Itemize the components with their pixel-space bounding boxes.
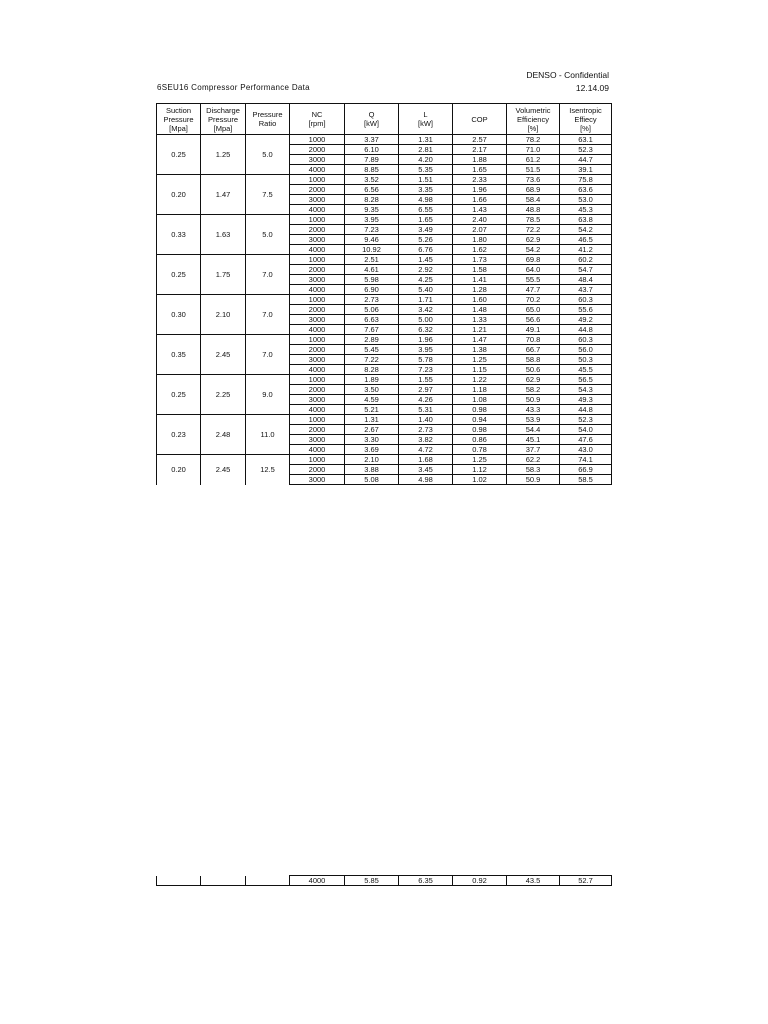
data-cell: 1.15	[453, 365, 507, 375]
data-cell: 1.96	[453, 185, 507, 195]
data-cell: 3.69	[345, 445, 399, 455]
column-header-line: Q	[368, 110, 375, 119]
document-title: 6SEU16 Compressor Performance Data	[157, 83, 310, 92]
data-cell: 64.0	[507, 265, 560, 275]
column-header-line: Volumetric	[515, 105, 551, 115]
data-cell: 3.45	[399, 465, 453, 475]
data-cell: 63.8	[560, 215, 612, 225]
data-cell: 1.96	[399, 335, 453, 345]
data-cell: 1.58	[453, 265, 507, 275]
data-cell: 52.3	[560, 415, 612, 425]
ratio-cell: 7.0	[246, 335, 290, 375]
data-cell: 3000	[290, 475, 345, 485]
data-cell: 60.2	[560, 255, 612, 265]
suction-cell: 0.35	[157, 335, 201, 375]
data-cell: 7.23	[399, 365, 453, 375]
data-cell: 2.97	[399, 385, 453, 395]
data-cell: 70.2	[507, 295, 560, 305]
data-cell: 78.5	[507, 215, 560, 225]
data-cell: 3.49	[399, 225, 453, 235]
data-cell: 44.8	[560, 405, 612, 415]
data-cell: 2.10	[345, 455, 399, 465]
table-row	[157, 135, 612, 145]
data-cell: 0.94	[453, 415, 507, 425]
data-cell: 2.07	[453, 225, 507, 235]
ratio-cell: 11.0	[246, 415, 290, 455]
data-cell: 58.8	[507, 355, 560, 365]
data-cell: 66.7	[507, 345, 560, 355]
column-header-line: Isentropic	[569, 105, 602, 115]
data-cell: 2000	[290, 385, 345, 395]
data-cell: 1.88	[453, 155, 507, 165]
data-cell: 56.0	[560, 345, 612, 355]
discharge-cell: 1.75	[201, 255, 246, 295]
performance-table	[156, 103, 612, 485]
data-cell: 65.0	[507, 305, 560, 315]
data-cell: 5.21	[345, 405, 399, 415]
data-cell: 1.08	[453, 395, 507, 405]
data-cell: 6.63	[345, 315, 399, 325]
data-cell: 1.33	[453, 315, 507, 325]
data-cell: 2.67	[345, 425, 399, 435]
table-row	[157, 215, 612, 225]
data-cell: 5.45	[345, 345, 399, 355]
empty-group-cell	[201, 876, 246, 886]
data-cell: 1.02	[453, 475, 507, 485]
data-cell: 2000	[290, 345, 345, 355]
data-cell: 1.68	[399, 455, 453, 465]
data-cell: 56.6	[507, 315, 560, 325]
data-cell: 3000	[290, 235, 345, 245]
data-cell: 6.90	[345, 285, 399, 295]
data-cell: 2.33	[453, 175, 507, 185]
discharge-cell: 2.48	[201, 415, 246, 455]
column-header-line: Effiecy	[574, 114, 597, 124]
data-cell: 3000	[290, 395, 345, 405]
data-cell: 3.42	[399, 305, 453, 315]
data-cell: 1.73	[453, 255, 507, 265]
column-header-line: Efficiency	[517, 114, 549, 124]
data-cell: 4000	[290, 245, 345, 255]
data-cell: 6.32	[399, 325, 453, 335]
data-cell: 45.1	[507, 435, 560, 445]
table-header-row	[157, 104, 612, 135]
table-row	[157, 175, 612, 185]
column-header	[290, 104, 345, 135]
data-cell: 54.4	[507, 425, 560, 435]
data-cell: 37.7	[507, 445, 560, 455]
data-cell: 53.0	[560, 195, 612, 205]
data-cell: 1.48	[453, 305, 507, 315]
data-cell: 1.22	[453, 375, 507, 385]
suction-cell: 0.25	[157, 375, 201, 415]
ratio-cell: 7.0	[246, 255, 290, 295]
discharge-cell: 1.63	[201, 215, 246, 255]
data-cell: 43.0	[560, 445, 612, 455]
data-cell: 1000	[290, 455, 345, 465]
data-cell: 1.45	[399, 255, 453, 265]
data-cell: 58.3	[507, 465, 560, 475]
data-cell: 45.5	[560, 365, 612, 375]
data-cell: 2000	[290, 305, 345, 315]
data-cell: 48.4	[560, 275, 612, 285]
data-cell: 4.72	[399, 445, 453, 455]
data-cell: 0.92	[453, 876, 507, 886]
data-cell: 63.6	[560, 185, 612, 195]
data-cell: 1.25	[453, 355, 507, 365]
data-cell: 8.28	[345, 365, 399, 375]
data-cell: 6.55	[399, 205, 453, 215]
data-cell: 1000	[290, 215, 345, 225]
data-cell: 72.2	[507, 225, 560, 235]
data-cell: 55.6	[560, 305, 612, 315]
data-cell: 3000	[290, 195, 345, 205]
data-cell: 4000	[290, 365, 345, 375]
column-header-line: Pressure	[163, 114, 194, 124]
data-cell: 66.9	[560, 465, 612, 475]
data-cell: 10.92	[345, 245, 399, 255]
data-cell: 4000	[290, 405, 345, 415]
data-cell: 3.82	[399, 435, 453, 445]
data-cell: 5.26	[399, 235, 453, 245]
data-cell: 54.2	[507, 245, 560, 255]
data-cell: 1.43	[453, 205, 507, 215]
table-row	[157, 295, 612, 305]
data-cell: 56.5	[560, 375, 612, 385]
data-cell: 7.89	[345, 155, 399, 165]
performance-table-continued	[156, 875, 612, 886]
data-cell: 4.25	[399, 275, 453, 285]
data-cell: 44.7	[560, 155, 612, 165]
data-cell: 3000	[290, 315, 345, 325]
data-cell: 1000	[290, 175, 345, 185]
table-row	[157, 415, 612, 425]
data-cell: 2000	[290, 145, 345, 155]
column-header	[399, 104, 453, 135]
data-cell: 1.31	[399, 135, 453, 145]
data-cell: 54.2	[560, 225, 612, 235]
data-cell: 3000	[290, 155, 345, 165]
data-cell: 1.47	[453, 335, 507, 345]
data-cell: 1000	[290, 135, 345, 145]
data-cell: 6.10	[345, 145, 399, 155]
data-cell: 48.8	[507, 205, 560, 215]
data-cell: 54.7	[560, 265, 612, 275]
data-cell: 47.7	[507, 285, 560, 295]
ratio-cell: 9.0	[246, 375, 290, 415]
column-header-line: [%]	[527, 123, 539, 133]
data-cell: 1.41	[453, 275, 507, 285]
data-cell: 2000	[290, 465, 345, 475]
data-cell: 4000	[290, 325, 345, 335]
discharge-cell: 2.45	[201, 335, 246, 375]
data-cell: 53.9	[507, 415, 560, 425]
data-cell: 1000	[290, 335, 345, 345]
ratio-cell: 12.5	[246, 455, 290, 485]
data-cell: 6.56	[345, 185, 399, 195]
ratio-cell: 7.0	[246, 295, 290, 335]
column-header-line: Ratio	[258, 119, 277, 128]
data-cell: 3000	[290, 275, 345, 285]
data-cell: 4000	[290, 165, 345, 175]
data-cell: 5.06	[345, 305, 399, 315]
data-cell: 47.6	[560, 435, 612, 445]
column-header-line: [Mpa]	[169, 123, 188, 133]
data-cell: 9.46	[345, 235, 399, 245]
data-cell: 1.65	[399, 215, 453, 225]
data-cell: 78.2	[507, 135, 560, 145]
data-cell: 5.98	[345, 275, 399, 285]
confidential-label: DENSO - Confidential	[526, 70, 609, 80]
data-cell: 5.00	[399, 315, 453, 325]
column-header	[157, 104, 201, 135]
data-cell: 1.51	[399, 175, 453, 185]
data-cell: 58.2	[507, 385, 560, 395]
discharge-cell: 2.10	[201, 295, 246, 335]
data-cell: 4000	[290, 445, 345, 455]
data-cell: 3.95	[345, 215, 399, 225]
data-cell: 74.1	[560, 455, 612, 465]
data-cell: 49.2	[560, 315, 612, 325]
data-cell: 3.88	[345, 465, 399, 475]
data-cell: 2.40	[453, 215, 507, 225]
data-cell: 43.5	[507, 876, 560, 886]
data-cell: 6.35	[399, 876, 453, 886]
data-cell: 1.71	[399, 295, 453, 305]
data-cell: 5.40	[399, 285, 453, 295]
data-cell: 2000	[290, 225, 345, 235]
data-cell: 1.55	[399, 375, 453, 385]
column-header-line: Pressure	[252, 110, 283, 119]
data-cell: 71.0	[507, 145, 560, 155]
table-row	[157, 335, 612, 345]
data-cell: 1000	[290, 255, 345, 265]
column-header-line: L	[423, 110, 428, 119]
data-cell: 49.3	[560, 395, 612, 405]
data-cell: 0.78	[453, 445, 507, 455]
data-cell: 1.65	[453, 165, 507, 175]
data-cell: 4000	[290, 205, 345, 215]
data-cell: 1.89	[345, 375, 399, 385]
data-cell: 58.4	[507, 195, 560, 205]
data-cell: 51.5	[507, 165, 560, 175]
data-cell: 4.98	[399, 475, 453, 485]
data-cell: 43.7	[560, 285, 612, 295]
data-cell: 2.73	[345, 295, 399, 305]
data-cell: 75.8	[560, 175, 612, 185]
data-cell: 1.62	[453, 245, 507, 255]
table-row	[157, 255, 612, 265]
ratio-cell: 7.5	[246, 175, 290, 215]
empty-group-cell	[157, 876, 201, 886]
data-cell: 54.0	[560, 425, 612, 435]
data-cell: 3000	[290, 355, 345, 365]
empty-group-cell	[246, 876, 290, 886]
data-cell: 4.26	[399, 395, 453, 405]
data-cell: 1000	[290, 415, 345, 425]
column-header-line: [rpm]	[308, 119, 326, 128]
suction-cell: 0.23	[157, 415, 201, 455]
column-header	[246, 104, 290, 135]
data-cell: 1.66	[453, 195, 507, 205]
data-cell: 3.52	[345, 175, 399, 185]
data-cell: 2.51	[345, 255, 399, 265]
data-cell: 5.08	[345, 475, 399, 485]
data-cell: 4.59	[345, 395, 399, 405]
data-cell: 60.3	[560, 295, 612, 305]
data-cell: 4.20	[399, 155, 453, 165]
data-cell: 50.6	[507, 365, 560, 375]
data-cell: 73.6	[507, 175, 560, 185]
data-cell: 2000	[290, 185, 345, 195]
data-cell: 45.3	[560, 205, 612, 215]
column-header	[453, 104, 507, 135]
data-cell: 1000	[290, 295, 345, 305]
data-cell: 0.98	[453, 405, 507, 415]
data-cell: 3.95	[399, 345, 453, 355]
column-header-line: Pressure	[207, 114, 238, 124]
ratio-cell: 5.0	[246, 135, 290, 175]
data-cell: 58.5	[560, 475, 612, 485]
data-cell: 63.1	[560, 135, 612, 145]
column-header-line: Suction	[165, 105, 192, 115]
data-cell: 7.23	[345, 225, 399, 235]
data-cell: 0.86	[453, 435, 507, 445]
suction-cell: 0.25	[157, 135, 201, 175]
table-row	[157, 375, 612, 385]
suction-cell: 0.20	[157, 455, 201, 485]
data-cell: 4.61	[345, 265, 399, 275]
data-cell: 7.22	[345, 355, 399, 365]
column-header	[560, 104, 612, 135]
data-cell: 2.81	[399, 145, 453, 155]
data-cell: 2.57	[453, 135, 507, 145]
data-cell: 1000	[290, 375, 345, 385]
data-cell: 68.9	[507, 185, 560, 195]
suction-cell: 0.33	[157, 215, 201, 255]
column-header-line: [kW]	[364, 119, 379, 128]
data-cell: 1.21	[453, 325, 507, 335]
data-cell: 52.3	[560, 145, 612, 155]
column-header-line: COP	[471, 114, 488, 124]
data-cell: 4000	[290, 285, 345, 295]
data-cell: 5.78	[399, 355, 453, 365]
data-cell: 4000	[290, 876, 345, 886]
data-cell: 1.40	[399, 415, 453, 425]
discharge-cell: 1.25	[201, 135, 246, 175]
data-cell: 5.35	[399, 165, 453, 175]
data-cell: 70.8	[507, 335, 560, 345]
data-cell: 50.9	[507, 395, 560, 405]
data-cell: 5.85	[345, 876, 399, 886]
suction-cell: 0.30	[157, 295, 201, 335]
data-cell: 1.38	[453, 345, 507, 355]
data-cell: 0.98	[453, 425, 507, 435]
data-cell: 3.35	[399, 185, 453, 195]
data-cell: 1.60	[453, 295, 507, 305]
data-cell: 8.85	[345, 165, 399, 175]
data-cell: 1.18	[453, 385, 507, 395]
data-cell: 43.3	[507, 405, 560, 415]
data-cell: 2.73	[399, 425, 453, 435]
document-date: 12.14.09	[575, 83, 609, 93]
data-cell: 60.3	[560, 335, 612, 345]
table-row	[157, 455, 612, 465]
suction-cell: 0.25	[157, 255, 201, 295]
suction-cell: 0.20	[157, 175, 201, 215]
data-cell: 69.8	[507, 255, 560, 265]
data-cell: 1.31	[345, 415, 399, 425]
column-header-line: [kW]	[418, 119, 433, 128]
data-cell: 62.2	[507, 455, 560, 465]
data-cell: 5.31	[399, 405, 453, 415]
data-cell: 8.28	[345, 195, 399, 205]
data-cell: 2000	[290, 265, 345, 275]
data-cell: 7.67	[345, 325, 399, 335]
data-cell: 62.9	[507, 375, 560, 385]
discharge-cell: 2.45	[201, 455, 246, 485]
column-header	[201, 104, 246, 135]
data-cell: 39.1	[560, 165, 612, 175]
data-cell: 2.92	[399, 265, 453, 275]
data-cell: 55.5	[507, 275, 560, 285]
table-row-continued	[157, 876, 612, 886]
data-cell: 49.1	[507, 325, 560, 335]
data-cell: 4.98	[399, 195, 453, 205]
data-cell: 62.9	[507, 235, 560, 245]
column-header-line: NC	[311, 110, 323, 119]
data-cell: 1.80	[453, 235, 507, 245]
data-cell: 3.37	[345, 135, 399, 145]
column-header	[345, 104, 399, 135]
column-header-line: [Mpa]	[213, 123, 233, 133]
data-cell: 61.2	[507, 155, 560, 165]
data-cell: 54.3	[560, 385, 612, 395]
data-cell: 46.5	[560, 235, 612, 245]
data-cell: 41.2	[560, 245, 612, 255]
data-cell: 6.76	[399, 245, 453, 255]
column-header	[507, 104, 560, 135]
data-cell: 9.35	[345, 205, 399, 215]
data-cell: 3.30	[345, 435, 399, 445]
data-cell: 44.8	[560, 325, 612, 335]
data-cell: 1.12	[453, 465, 507, 475]
ratio-cell: 5.0	[246, 215, 290, 255]
column-header-line: Discharge	[206, 105, 240, 115]
data-cell: 1.28	[453, 285, 507, 295]
data-cell: 2000	[290, 425, 345, 435]
data-cell: 50.9	[507, 475, 560, 485]
data-cell: 50.3	[560, 355, 612, 365]
discharge-cell: 2.25	[201, 375, 246, 415]
discharge-cell: 1.47	[201, 175, 246, 215]
data-cell: 2.17	[453, 145, 507, 155]
data-cell: 3000	[290, 435, 345, 445]
data-cell: 3.50	[345, 385, 399, 395]
column-header-line: [%]	[580, 123, 591, 133]
data-cell: 52.7	[560, 876, 612, 886]
data-cell: 1.25	[453, 455, 507, 465]
data-cell: 2.89	[345, 335, 399, 345]
